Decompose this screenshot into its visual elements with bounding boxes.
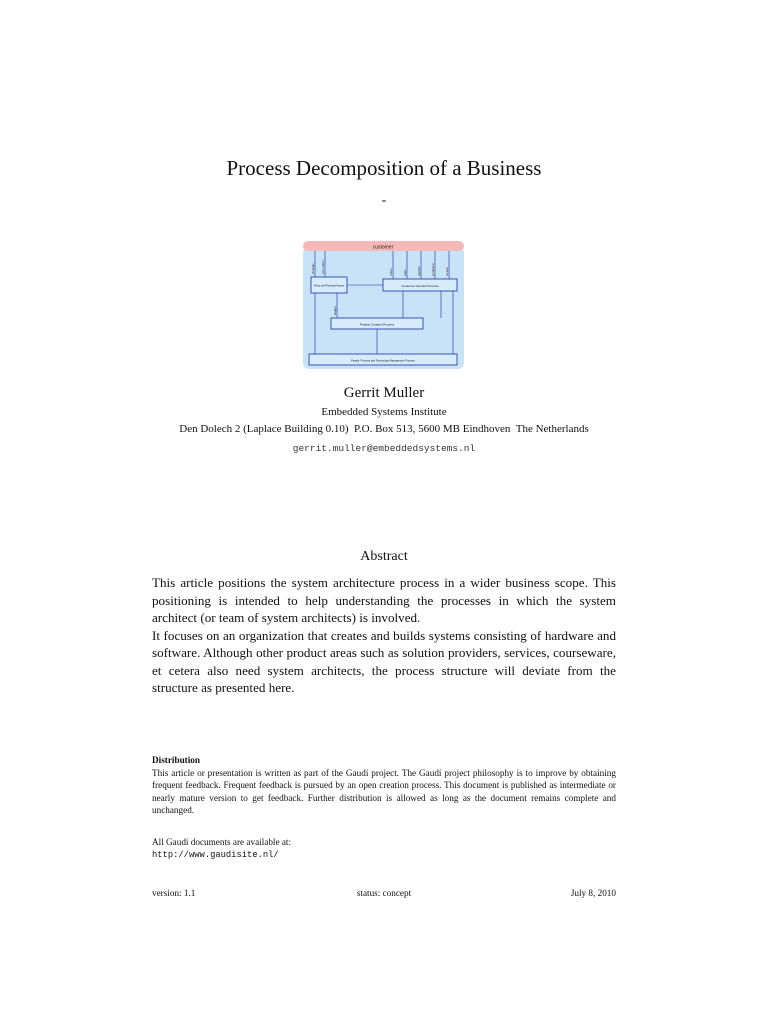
customer-oriented-box-label: Customer Oriented Process: [401, 284, 439, 288]
customer-label: customer: [372, 244, 394, 251]
institute-name: Embedded Systems Institute: [321, 406, 447, 418]
subtitle: -: [381, 193, 387, 208]
svg-text:information: information: [321, 260, 325, 274]
svg-text:sales: sales: [403, 269, 407, 276]
svg-text:strategic: strategic: [311, 263, 315, 274]
svg-text:production: production: [431, 262, 435, 276]
policy-box-label: Policy and Planning Process: [313, 284, 345, 288]
svg-text:logistics: logistics: [417, 266, 421, 276]
abstract-heading: Abstract: [360, 549, 408, 564]
gaudisite-link[interactable]: http://www.gaudisite.nl/: [152, 849, 279, 860]
distribution-text: This article or presentation is written as part of the Gaudí project. The Gaudí project philosophy is to improve by obtaining frequent feedback. Frequent feedback is pursued by an open creation process. This document is published as intermediate or nearly mature version to get feedback. Further distribution is allowed as long as the document remains complete and unchanged.: [152, 767, 616, 816]
svg-text:budget: budget: [333, 306, 337, 315]
abstract-paragraph: This article positions the system architecture process in a wider business scope. This positioning is intended to help understanding the processes in which the system architect (or team of system architects) is involved.: [152, 575, 616, 625]
author-name: Gerrit Muller: [343, 385, 425, 401]
product-creation-box-label: Product Creation Process: [359, 322, 395, 327]
ppt-box-label: People, Process and Technology Management Process: [351, 359, 415, 363]
author-email[interactable]: gerrit.muller@embeddedsystems.nl: [292, 443, 476, 454]
availability-note: [152, 836, 291, 862]
footer-status: status: concept: [356, 888, 412, 898]
svg-text:service: service: [445, 267, 449, 276]
footer-date: July 8, 2010: [570, 888, 616, 898]
abstract-paragraph: It focuses on an organization that creates and builds systems consisting of hardware and software. Although other product areas such as solution providers, services, courseware, et cetera also need system architects, the process structure will deviate from the structure as presented here.: [152, 627, 616, 695]
process-diagram: [303, 241, 464, 369]
distribution-notice: [152, 754, 616, 817]
diagram-background: [303, 244, 464, 369]
page-title: Process Decomposition of a Business: [226, 156, 542, 180]
abstract-body: [152, 574, 616, 697]
distribution-heading: Distribution: [152, 755, 200, 765]
postal-address: Den Dolech 2 (Laplace Building 0.10) P.O. Box 513, 5600 MB Eindhoven The Netherlands: [179, 423, 589, 435]
availability-text: All Gaudí documents are available at:: [152, 837, 292, 847]
footer-version: version: 1.1: [152, 888, 196, 898]
svg-text:orders: orders: [389, 268, 393, 276]
